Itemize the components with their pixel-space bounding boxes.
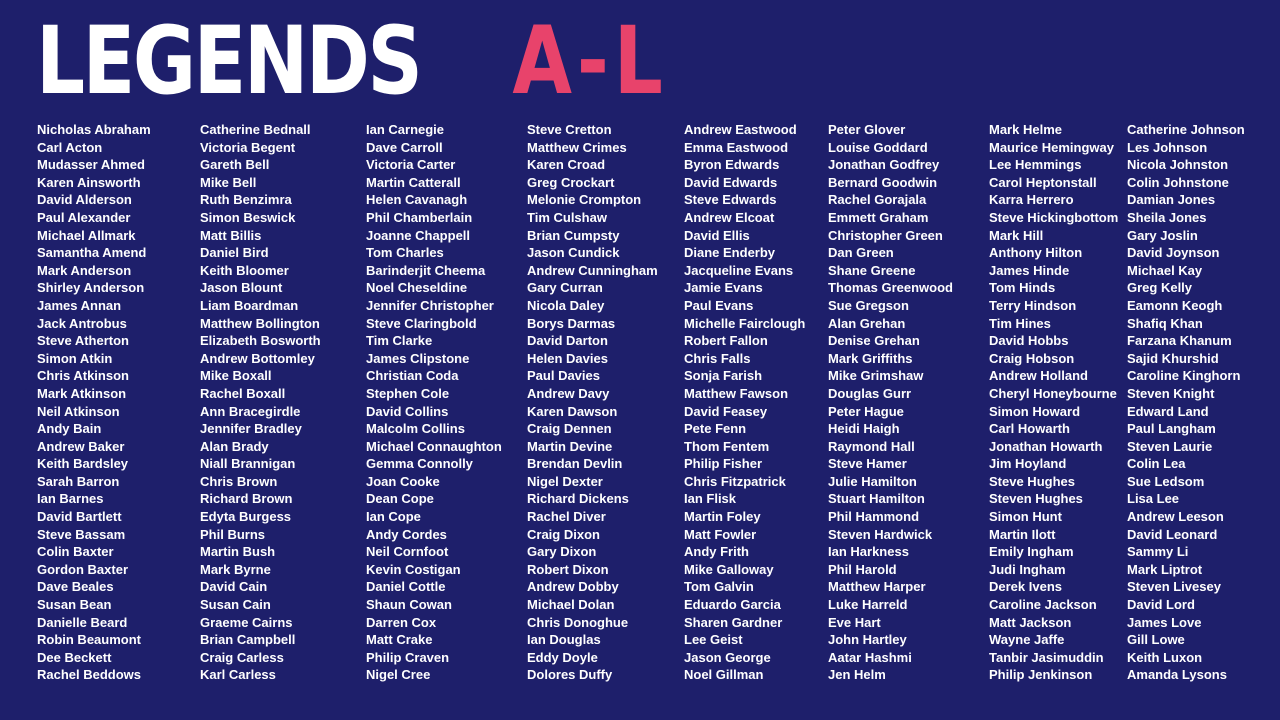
- legend-name: Alan Grehan: [828, 315, 906, 331]
- legend-name: Noel Gillman: [684, 667, 764, 683]
- legend-name: Eduardo Garcia: [684, 597, 781, 613]
- legend-name: Martin Bush: [200, 544, 276, 560]
- legend-name: Andrew Dobby: [527, 579, 619, 595]
- legend-name: Matthew Harper: [828, 579, 926, 595]
- legend-name: Nicola Johnston: [1127, 157, 1229, 173]
- legend-name: Chris Falls: [684, 350, 751, 366]
- legend-name: Michelle Fairclough: [684, 315, 806, 331]
- legend-name: Sue Gregson: [828, 297, 909, 313]
- legend-name: David Edwards: [684, 174, 778, 190]
- legend-name: Simon Howard: [989, 403, 1081, 419]
- legend-name: Shirley Anderson: [37, 280, 145, 296]
- legend-name: Tom Hinds: [989, 280, 1056, 296]
- legend-name: Raymond Hall: [828, 438, 915, 454]
- legend-name: Steven Hardwick: [828, 526, 933, 542]
- legend-name: Craig Carless: [200, 649, 284, 665]
- legend-name: Simon Atkin: [37, 350, 113, 366]
- legend-name: Brian Cumpsty: [527, 227, 620, 243]
- legend-name: Daniel Bird: [200, 245, 269, 261]
- legend-name: Helen Cavanagh: [366, 192, 468, 208]
- legend-name: Ian Barnes: [37, 491, 104, 507]
- legend-name: Emily Ingham: [989, 544, 1074, 560]
- legend-name: Rachel Boxall: [200, 385, 286, 401]
- legend-name: Shaun Cowan: [366, 597, 452, 613]
- legend-name: Steven Knight: [1127, 385, 1215, 401]
- legend-name: Darren Cox: [366, 614, 437, 630]
- legend-name: Douglas Gurr: [828, 385, 912, 401]
- legend-name: Steve Claringbold: [366, 315, 477, 331]
- legend-name: Keith Bardsley: [37, 456, 129, 472]
- legend-name: Craig Dixon: [527, 526, 600, 542]
- legend-name: Liam Boardman: [200, 297, 299, 313]
- legend-name: Matthew Fawson: [684, 385, 789, 401]
- legend-name: Aatar Hashmi: [828, 649, 912, 665]
- legend-name: James Love: [1127, 614, 1202, 630]
- legend-name: Matthew Crimes: [527, 139, 627, 155]
- legend-name: Philip Craven: [366, 649, 450, 665]
- legend-name: Bernard Goodwin: [828, 174, 938, 190]
- legend-name: Wayne Jaffe: [989, 632, 1065, 648]
- legend-name: Joan Cooke: [366, 473, 440, 489]
- name-column: [527, 121, 658, 684]
- legend-name: Philip Jenkinson: [989, 667, 1093, 683]
- legend-name: Martin Devine: [527, 438, 613, 454]
- legend-name: Phil Chamberlain: [366, 209, 473, 225]
- legend-name: Catherine Johnson: [1127, 122, 1245, 137]
- legend-name: Philip Fisher: [684, 456, 763, 472]
- legend-name: Jen Helm: [828, 667, 886, 683]
- legend-name: Andrew Davy: [527, 385, 610, 401]
- legend-name: Brendan Devlin: [527, 456, 623, 472]
- legend-name: Barinderjit Cheema: [366, 262, 486, 278]
- legend-name: Simon Hunt: [989, 509, 1062, 525]
- legend-name: David Cain: [200, 579, 268, 595]
- legend-name: Paul Evans: [684, 297, 754, 313]
- legend-name: Neil Atkinson: [37, 403, 120, 419]
- legend-name: Dave Carroll: [366, 139, 443, 155]
- legend-name: David Leonard: [1127, 526, 1218, 542]
- name-column: [684, 121, 805, 684]
- legend-name: James Clipstone: [366, 350, 470, 366]
- legend-name: Phil Hammond: [828, 509, 920, 525]
- legend-name: Judi Ingham: [989, 561, 1066, 577]
- legend-name: Victoria Begent: [200, 139, 296, 155]
- legend-name: David Lord: [1127, 597, 1195, 613]
- legend-name: Caroline Jackson: [989, 597, 1097, 613]
- legend-name: Steven Livesey: [1127, 579, 1221, 595]
- legend-name: Sajid Khurshid: [1127, 350, 1219, 366]
- legend-name: Edyta Burgess: [200, 509, 292, 525]
- legend-name: Victoria Carter: [366, 157, 456, 173]
- legend-name: Mudasser Ahmed: [37, 157, 145, 173]
- legend-name: Gemma Connolly: [366, 456, 473, 472]
- legend-name: Lee Hemmings: [989, 157, 1082, 173]
- legend-name: Peter Glover: [828, 122, 906, 137]
- legend-name: Andrew Bottomley: [200, 350, 315, 366]
- legend-name: Steve Cretton: [527, 122, 612, 137]
- legend-name: Heidi Haigh: [828, 421, 900, 437]
- legend-name: Daniel Cottle: [366, 579, 446, 595]
- legend-name: Jason Blount: [200, 280, 283, 296]
- legend-name: Les Johnson: [1127, 139, 1208, 155]
- legend-name: Karen Croad: [527, 157, 606, 173]
- legend-name: Colin Johnstone: [1127, 174, 1229, 190]
- legend-name: Jonathan Godfrey: [828, 157, 940, 173]
- legend-name: Nigel Dexter: [527, 473, 603, 489]
- legend-name: Neil Cornfoot: [366, 544, 449, 560]
- legend-name: Shane Greene: [828, 262, 916, 278]
- legend-name: Mark Griffiths: [828, 350, 913, 366]
- legend-name: Andrew Baker: [37, 438, 125, 454]
- legend-name: Rachel Diver: [527, 509, 606, 525]
- legend-name: Lisa Lee: [1127, 491, 1180, 507]
- legend-name: Chris Atkinson: [37, 368, 129, 384]
- legend-name: Dave Beales: [37, 579, 114, 595]
- legend-name: James Annan: [37, 297, 122, 313]
- legend-name: Shafiq Khan: [1127, 315, 1203, 331]
- legend-name: Rachel Beddows: [37, 667, 142, 683]
- legend-name: Terry Hindson: [989, 297, 1077, 313]
- legend-name: Tim Culshaw: [527, 209, 607, 225]
- legend-name: Brian Campbell: [200, 632, 296, 648]
- legend-name: Mike Boxall: [200, 368, 272, 384]
- legend-name: Mike Galloway: [684, 561, 774, 577]
- legend-name: Stuart Hamilton: [828, 491, 925, 507]
- legend-name: Jamie Evans: [684, 280, 763, 296]
- legend-name: Karl Carless: [200, 667, 276, 683]
- legend-name: Chris Fitzpatrick: [684, 473, 786, 489]
- legend-name: Tim Hines: [989, 315, 1051, 331]
- legend-name: Steve Hickingbottom: [989, 209, 1119, 225]
- legend-name: Martin Catterall: [366, 174, 461, 190]
- legend-name: Michael Connaughton: [366, 438, 502, 454]
- legend-name: Keith Luxon: [1127, 649, 1203, 665]
- legend-name: Robert Fallon: [684, 333, 768, 349]
- legend-name: Mark Hill: [989, 227, 1044, 243]
- legend-name: Graeme Cairns: [200, 614, 293, 630]
- legend-name: Craig Hobson: [989, 350, 1075, 366]
- name-column: [989, 121, 1118, 684]
- legend-name: Emmett Graham: [828, 209, 929, 225]
- legend-name: Jack Antrobus: [37, 315, 127, 331]
- legend-name: Tanbir Jasimuddin: [989, 649, 1104, 665]
- legend-name: Jacqueline Evans: [684, 262, 794, 278]
- legend-name: Steven Laurie: [1127, 438, 1213, 454]
- legend-name: Ian Cope: [366, 509, 421, 525]
- legend-name: Jonathan Howarth: [989, 438, 1103, 454]
- legend-name: Jennifer Christopher: [366, 297, 494, 313]
- legend-name: Farzana Khanum: [1127, 333, 1232, 349]
- legend-name: Gareth Bell: [200, 157, 270, 173]
- legend-name: Matt Billis: [200, 227, 262, 243]
- legend-name: Ian Douglas: [527, 632, 601, 648]
- legend-name: Edward Land: [1127, 403, 1209, 419]
- legend-name: Thomas Greenwood: [828, 280, 953, 296]
- legend-name: Ian Carnegie: [366, 122, 445, 137]
- legend-name: David Alderson: [37, 192, 132, 208]
- legend-name: Martin Foley: [684, 509, 761, 525]
- legend-name: Gill Lowe: [1127, 632, 1185, 648]
- legend-name: David Hobbs: [989, 333, 1069, 349]
- legend-name: Tom Galvin: [684, 579, 754, 595]
- names-grid: [0, 121, 1280, 691]
- name-column: [200, 121, 321, 684]
- legend-name: Derek Ivens: [989, 579, 1062, 595]
- legend-name: Melonie Crompton: [527, 192, 642, 208]
- legend-name: Colin Baxter: [37, 544, 114, 560]
- legend-name: Michael Dolan: [527, 597, 615, 613]
- legend-name: Steve Hamer: [828, 456, 907, 472]
- legend-name: David Darton: [527, 333, 608, 349]
- legend-name: Cheryl Honeybourne: [989, 385, 1117, 401]
- legend-name: Ian Harkness: [828, 544, 909, 560]
- legend-name: Phil Burns: [200, 526, 266, 542]
- legend-name: Eamonn Keogh: [1127, 297, 1223, 313]
- legend-name: Maurice Hemingway: [989, 139, 1114, 155]
- legend-name: Andy Bain: [37, 421, 102, 437]
- legend-name: David Ellis: [684, 227, 750, 243]
- legend-name: Jennifer Bradley: [200, 421, 302, 437]
- legend-name: Chris Donoghue: [527, 614, 629, 630]
- legend-name: Gordon Baxter: [37, 561, 129, 577]
- legend-name: Mike Grimshaw: [828, 368, 924, 384]
- legend-name: Karra Herrero: [989, 192, 1074, 208]
- legend-name: Dee Beckett: [37, 649, 112, 665]
- legend-name: John Hartley: [828, 632, 907, 648]
- legend-name: Carol Heptonstall: [989, 174, 1097, 190]
- legend-name: Dan Green: [828, 245, 894, 261]
- legend-name: Richard Brown: [200, 491, 293, 507]
- legend-name: Steve Edwards: [684, 192, 777, 208]
- legend-name: Mark Atkinson: [37, 385, 127, 401]
- legend-name: Steve Bassam: [37, 526, 126, 542]
- legend-name: Paul Langham: [1127, 421, 1216, 437]
- legend-name: Steve Atherton: [37, 333, 129, 349]
- legend-name: Anthony Hilton: [989, 245, 1083, 261]
- legend-name: Matthew Bollington: [200, 315, 320, 331]
- legend-name: Paul Davies: [527, 368, 600, 384]
- legend-name: Christopher Green: [828, 227, 943, 243]
- legend-name: Amanda Lysons: [1127, 667, 1227, 683]
- legend-name: Mark Byrne: [200, 561, 271, 577]
- legend-name: Michael Kay: [1127, 262, 1203, 278]
- legend-name: Danielle Beard: [37, 614, 128, 630]
- legend-name: David Collins: [366, 403, 449, 419]
- legend-name: Alan Brady: [200, 438, 269, 454]
- legend-name: Niall Brannigan: [200, 456, 296, 472]
- legend-name: Andrew Leeson: [1127, 509, 1224, 525]
- title-word: LEGENDS: [36, 7, 421, 116]
- legend-name: Kevin Costigan: [366, 561, 461, 577]
- legend-name: Robin Beaumont: [37, 632, 141, 648]
- legend-name: Karen Dawson: [527, 403, 618, 419]
- legend-name: Andrew Elcoat: [684, 209, 775, 225]
- legend-name: James Hinde: [989, 262, 1070, 278]
- legend-name: Nicola Daley: [527, 297, 605, 313]
- legend-name: Susan Bean: [37, 597, 112, 613]
- legend-name: Pete Fenn: [684, 421, 747, 437]
- legend-name: Phil Harold: [828, 561, 897, 577]
- legend-name: Andy Frith: [684, 544, 749, 560]
- legend-name: David Bartlett: [37, 509, 122, 525]
- legend-name: Tim Clarke: [366, 333, 433, 349]
- legend-name: Christian Coda: [366, 368, 459, 384]
- legend-name: Joanne Chappell: [366, 227, 471, 243]
- legend-name: Karen Ainsworth: [37, 174, 141, 190]
- legend-name: Nigel Cree: [366, 667, 431, 683]
- legend-name: Denise Grehan: [828, 333, 920, 349]
- legend-name: Borys Darmas: [527, 315, 616, 331]
- legend-name: Greg Kelly: [1127, 280, 1193, 296]
- name-column: [37, 121, 151, 684]
- legend-name: Robert Dixon: [527, 561, 609, 577]
- legend-name: Paul Alexander: [37, 209, 131, 225]
- legend-name: Carl Howarth: [989, 421, 1070, 437]
- legend-name: Matt Jackson: [989, 614, 1072, 630]
- legend-name: Eddy Doyle: [527, 649, 598, 665]
- name-column: [828, 121, 953, 684]
- legend-name: Keith Bloomer: [200, 262, 289, 278]
- legend-name: Lee Geist: [684, 632, 743, 648]
- name-column: [1127, 121, 1245, 684]
- legend-name: Andrew Holland: [989, 368, 1088, 384]
- legend-name: Steve Hughes: [989, 473, 1075, 489]
- legend-name: David Joynson: [1127, 245, 1220, 261]
- legend-name: Martin Ilott: [989, 526, 1056, 542]
- legend-name: Diane Enderby: [684, 245, 776, 261]
- legend-name: Thom Fentem: [684, 438, 770, 454]
- legend-name: Steven Hughes: [989, 491, 1083, 507]
- legend-name: Carl Acton: [37, 139, 103, 155]
- legend-name: Simon Beswick: [200, 209, 296, 225]
- legend-name: Malcolm Collins: [366, 421, 465, 437]
- legend-name: Matt Fowler: [684, 526, 757, 542]
- legend-name: Ruth Benzimra: [200, 192, 292, 208]
- legend-name: Michael Allmark: [37, 227, 136, 243]
- legend-name: Ian Flisk: [684, 491, 737, 507]
- legend-name: Stephen Cole: [366, 385, 450, 401]
- legend-name: Damian Jones: [1127, 192, 1216, 208]
- legend-name: Sharen Gardner: [684, 614, 783, 630]
- legend-name: Sonja Farish: [684, 368, 763, 384]
- legend-name: Nicholas Abraham: [37, 122, 151, 137]
- legend-name: Colin Lea: [1127, 456, 1186, 472]
- legend-name: Mike Bell: [200, 174, 257, 190]
- legend-name: Caroline Kinghorn: [1127, 368, 1241, 384]
- legend-name: Richard Dickens: [527, 491, 629, 507]
- legend-name: Jason Cundick: [527, 245, 620, 261]
- legend-name: Gary Joslin: [1127, 227, 1198, 243]
- legend-name: Sheila Jones: [1127, 209, 1207, 225]
- legend-name: Gary Curran: [527, 280, 603, 296]
- title-range: A-L: [512, 7, 668, 116]
- legend-name: Dean Cope: [366, 491, 434, 507]
- legend-name: Greg Crockart: [527, 174, 615, 190]
- legend-name: Susan Cain: [200, 597, 271, 613]
- legend-name: Eve Hart: [828, 614, 881, 630]
- legend-name: Matt Crake: [366, 632, 433, 648]
- legend-name: Julie Hamilton: [828, 473, 917, 489]
- legend-name: Andrew Eastwood: [684, 122, 797, 137]
- page-title: [36, 7, 668, 116]
- legend-name: Emma Eastwood: [684, 139, 789, 155]
- legend-name: Noel Cheseldine: [366, 280, 468, 296]
- legend-name: Jim Hoyland: [989, 456, 1067, 472]
- legend-name: Sammy Li: [1127, 544, 1189, 560]
- legend-name: Andrew Cunningham: [527, 262, 658, 278]
- legend-name: Craig Dennen: [527, 421, 612, 437]
- legend-name: Mark Helme: [989, 122, 1062, 137]
- name-column: [366, 121, 502, 684]
- legend-name: Elizabeth Bosworth: [200, 333, 321, 349]
- legend-name: Mark Anderson: [37, 262, 132, 278]
- legend-name: Ann Bracegirdle: [200, 403, 301, 419]
- legend-name: Luke Harreld: [828, 597, 908, 613]
- legend-name: David Feasey: [684, 403, 768, 419]
- legend-name: Rachel Gorajala: [828, 192, 927, 208]
- legend-name: Mark Liptrot: [1127, 561, 1203, 577]
- legend-name: Andy Cordes: [366, 526, 447, 542]
- legend-name: Peter Hague: [828, 403, 904, 419]
- legend-name: Jason George: [684, 649, 771, 665]
- legend-name: Sarah Barron: [37, 473, 120, 489]
- legend-name: Sue Ledsom: [1127, 473, 1205, 489]
- legend-name: Byron Edwards: [684, 157, 780, 173]
- legend-name: Samantha Amend: [37, 245, 147, 261]
- legend-name: Gary Dixon: [527, 544, 597, 560]
- legend-name: Helen Davies: [527, 350, 608, 366]
- legend-name: Chris Brown: [200, 473, 278, 489]
- legend-name: Tom Charles: [366, 245, 444, 261]
- legend-name: Louise Goddard: [828, 139, 928, 155]
- legend-name: Dolores Duffy: [527, 667, 613, 683]
- legend-name: Catherine Bednall: [200, 122, 311, 137]
